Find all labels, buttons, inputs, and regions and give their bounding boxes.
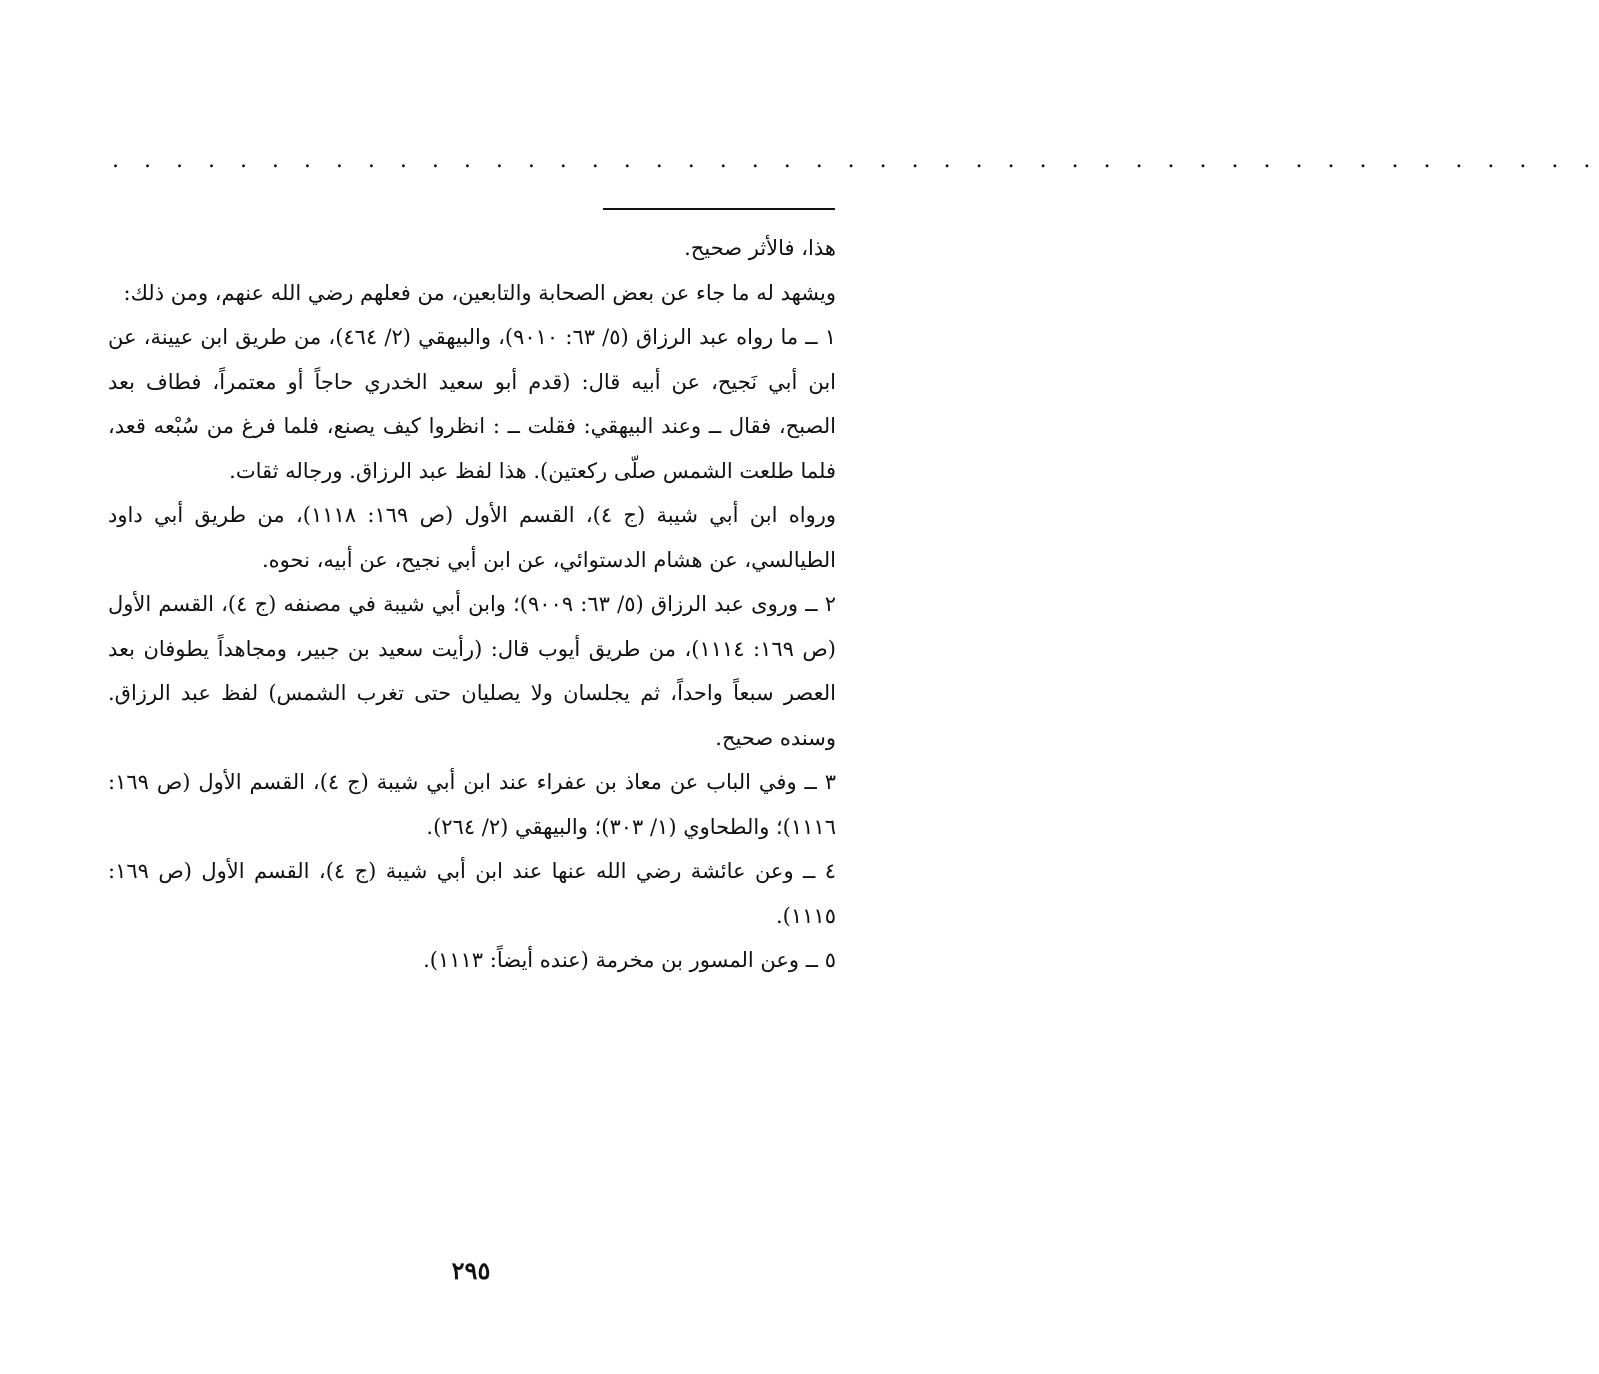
footnote-body xyxy=(108,226,836,983)
dotted-separator: . . . . . . . . . . . . . . . . . . . . . . . . . . . . . . . . . . . . . . . . . . . . . . . xyxy=(112,148,1599,173)
paragraph-item-1-alt-chain: ورواه ابن أبي شيبة (ج ٤)، القسم الأول (ص ١٦٩: ١١١٨)، من طريق أبي داود الطيالسي، عن هشام الدستوائي، عن ابن أبي نجيح، عن أبيه، نحوه. xyxy=(108,503,836,572)
page-number: ٢٩٥ xyxy=(451,1256,491,1285)
paragraph-item-5: ٥ ــ وعن المسور بن مخرمة (عنده أيضاً: ١١١٣). xyxy=(423,948,836,972)
paragraph-item-3: ٣ ــ وفي الباب عن معاذ بن عفراء عند ابن أبي شيبة (ج ٤)، القسم الأول (ص ١٦٩: ١١١٦)؛ والطحاوي (١/ ٣٠٣)؛ والبيهقي (٢/ ٢٦٤). xyxy=(108,770,836,839)
paragraph-conclusion: هذا، فالأثر صحيح. xyxy=(684,236,836,260)
paragraph-item-4: ٤ ــ وعن عائشة رضي الله عنها عند ابن أبي شيبة (ج ٤)، القسم الأول (ص ١٦٩: ١١١٥). xyxy=(108,859,837,928)
paragraph-item-1: ١ ــ ما رواه عبد الرزاق (٥/ ٦٣: ٩٠١٠)، والبيهقي (٢/ ٤٦٤)، من طريق ابن عيينة، عن ابن أبي نَجيح، عن أبيه قال: (قدم أبو سعيد الخدري حاجاً أو معتمراً، فطاف بعد الصبح، فقال ــ وعند البيهقي: فقلت ــ : انظروا كيف يصنع، فلما فرغ من سُبْعه قعد، فلما طلعت الشمس صلّى ركعتين). هذا لفظ عبد الرزاق. ورجاله ثقات. xyxy=(108,325,836,483)
footnote-rule xyxy=(603,208,835,210)
paragraph-item-2: ٢ ــ وروى عبد الرزاق (٥/ ٦٣: ٩٠٠٩)؛ وابن أبي شيبة في مصنفه (ج ٤)، القسم الأول (ص ١٦٩: ١١١٤)، من طريق أيوب قال: (رأيت سعيد بن جبير، ومجاهداً يطوفان بعد العصر سبعاً واحداً، ثم يجلسان ولا يصليان حتى تغرب الشمس) لفظ عبد الرزاق. وسنده صحيح. xyxy=(108,592,836,750)
paragraph-supporting-intro: ويشهد له ما جاء عن بعض الصحابة والتابعين، من فعلهم رضي الله عنهم، ومن ذلك: xyxy=(123,280,836,305)
